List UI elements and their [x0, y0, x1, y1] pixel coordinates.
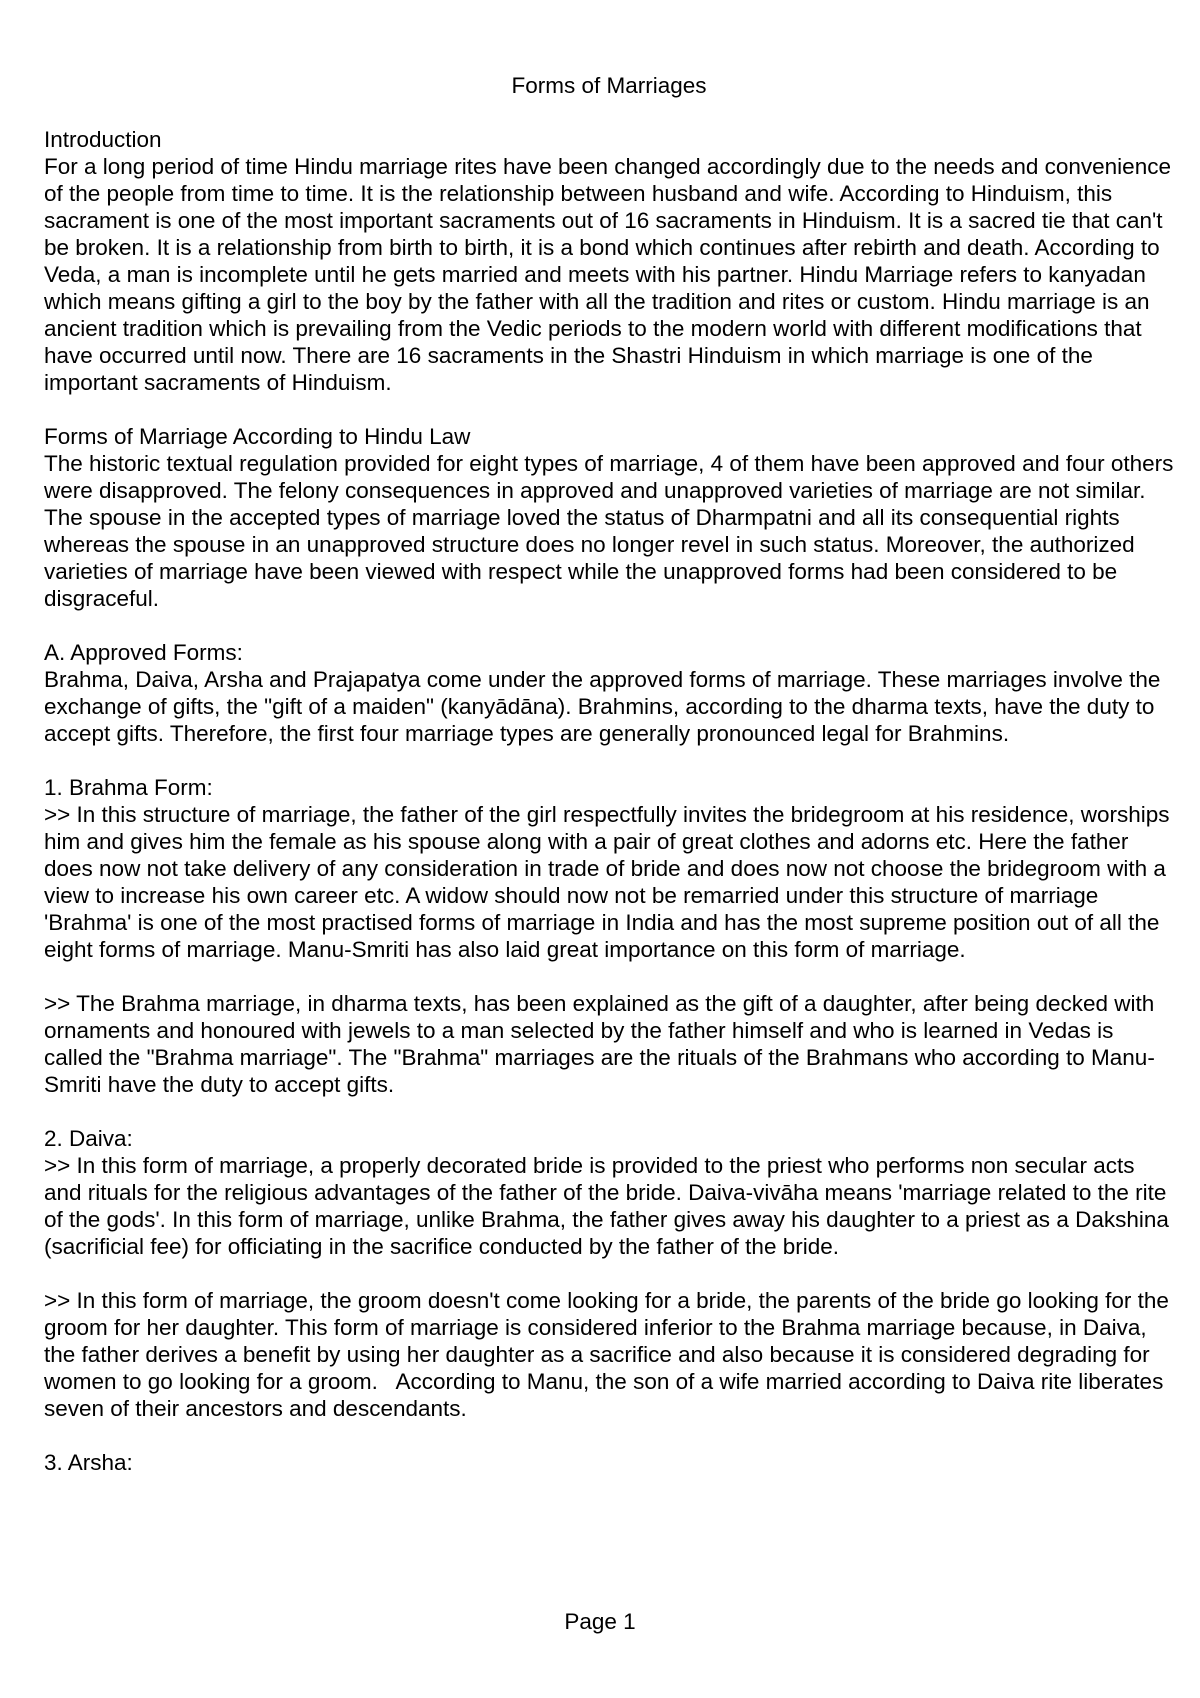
section-heading-arsha: 3. Arsha:: [44, 1450, 133, 1475]
paragraph-brahma-2: >> The Brahma marriage, in dharma texts, has been explained as the gift of a daughter, after being decked with ornaments and honoured with jewels to a man selected by the father himself and who is learned in Vedas is called the "Brahma marriage". The "Brahma" marriages are the rituals of the Brahmans who according to Manu-Smriti have the duty to accept gifts.: [44, 991, 1161, 1097]
section-heading-daiva: 2. Daiva:: [44, 1126, 133, 1151]
paragraph-introduction: For a long period of time Hindu marriage rites have been changed accordingly due to the needs and convenience of the people from time to time. It is the relationship between husband and wife. According to Hinduism, this sacrament is one of the most important sacraments out of 16 sacraments in Hinduism. It is a sacred tie that can't be broken. It is a relationship from birth to birth, it is a bond which continues after rebirth and death. According to Veda, a man is incomplete until he gets married and meets with his partner. Hindu Marriage refers to kanyadan which means gifting a girl to the boy by the father with all the tradition and rites or custom. Hindu marriage is an ancient tradition which is prevailing from the Vedic periods to the modern world with different modifications that have occurred until now. There are 16 sacraments in the Shastri Hinduism in which marriage is one of the important sacraments of Hinduism.: [44, 154, 1178, 395]
spacer: [44, 396, 1174, 423]
section-heading-brahma: 1. Brahma Form:: [44, 775, 213, 800]
spacer: [44, 747, 1174, 774]
section-heading-approved: A. Approved Forms:: [44, 640, 243, 665]
paragraph-brahma-1: >> In this structure of marriage, the father of the girl respectfully invites the bridegroom at his residence, worships him and gives him the female as his spouse along with a pair of great clothes and adorns etc. Here the father does now not take delivery of any consideration in trade of bride and does now not choose the bridegroom with a view to increase his own career etc. A widow should now not be remarried under this structure of marriage 'Brahma' is one of the most practised forms of marriage in India and has the most supreme position out of all the eight forms of marriage. Manu-Smriti has also laid great importance on this form of marriage.: [44, 802, 1176, 962]
document-title: Forms of Marriages: [511, 73, 707, 98]
spacer: [44, 99, 1174, 126]
paragraph-daiva-1: >> In this form of marriage, a properly decorated bride is provided to the priest who performs non secular acts and rituals for the religious advantages of the father of the bride. Daiva-vivāha means 'marriage related to the rite of the gods'. In this form of marriage, unlike Brahma, the father gives away his daughter to a priest as a Dakshina (sacrificial fee) for officiating in the sacrifice conducted by the father of the bride.: [44, 1153, 1176, 1259]
spacer: [44, 1422, 1174, 1449]
paragraph-forms: The historic textual regulation provided for eight types of marriage, 4 of them have been approved and four others were disapproved. The felony consequences in approved and unapproved varieties of marriage are not similar. The spouse in the accepted types of marriage loved the status of Dharmpatni and all its consequential rights whereas the spouse in an unapproved structure does no longer revel in such status. Moreover, the authorized varieties of marriage have been viewed with respect while the unapproved forms had been considered to be disgraceful.: [44, 451, 1180, 611]
section-heading-introduction: Introduction: [44, 127, 162, 152]
paragraph-daiva-2: >> In this form of marriage, the groom doesn't come looking for a bride, the parents of the bride go looking for the groom for her daughter. This form of marriage is considered inferior to the Brahma marriage because, in Daiva, the father derives a benefit by using her daughter as a sacrifice and also because it is considered degrading for women to go looking for a groom. According to Manu, the son of a wife married according to Daiva rite liberates seven of their ancestors and descendants.: [44, 1288, 1176, 1421]
spacer: [44, 963, 1174, 990]
spacer: [44, 612, 1174, 639]
section-heading-forms: Forms of Marriage According to Hindu Law: [44, 424, 471, 449]
document-page: [44, 72, 1180, 1476]
spacer: [44, 1260, 1174, 1287]
spacer: [44, 1098, 1174, 1125]
paragraph-approved: Brahma, Daiva, Arsha and Prajapatya come under the approved forms of marriage. These marriages involve the exchange of gifts, the "gift of a maiden" (kanyādāna). Brahmins, according to the dharma texts, have the duty to accept gifts. Therefore, the first four marriage types are generally pronounced legal for Brahmins.: [44, 667, 1167, 746]
page-footer: Page 1: [564, 1609, 636, 1634]
